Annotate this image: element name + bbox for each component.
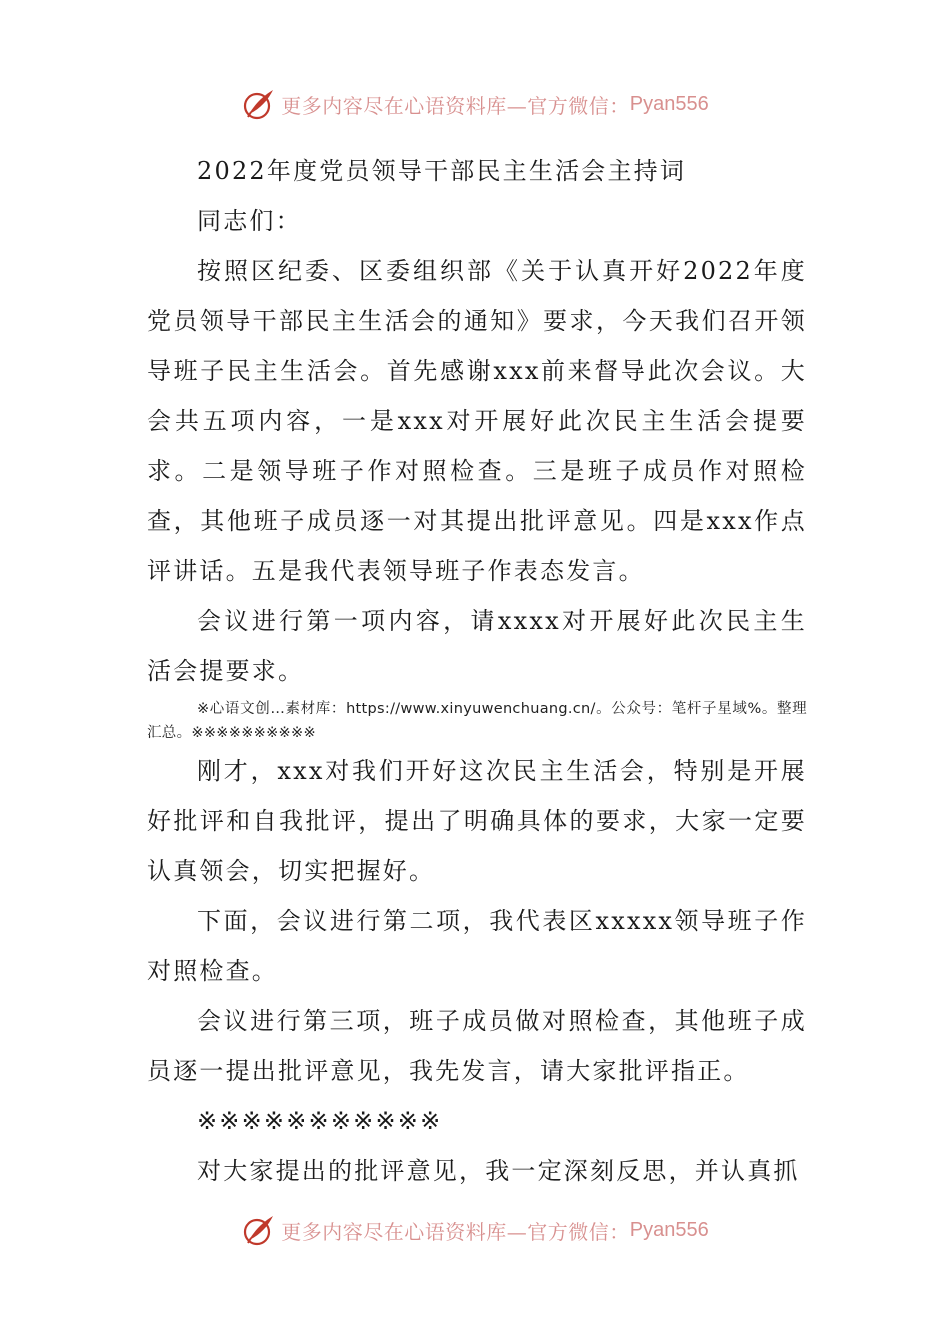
banner-text: 更多内容尽在心语资料库—官方微信： xyxy=(281,93,630,118)
paragraph: 刚才，xxx对我们开好这次民主生活会，特别是开展好批评和自我批评，提出了明确具体的要求，大家一定要认真领会，切实把握好。 xyxy=(147,757,807,885)
greeting: 同志们： xyxy=(197,207,302,235)
header-banner xyxy=(0,84,950,124)
quill-pen-logo-icon xyxy=(241,1212,277,1248)
quill-pen-logo-icon xyxy=(241,86,277,122)
paragraph: 对大家提出的批评意见，我一定深刻反思，并认真抓 xyxy=(197,1157,800,1185)
paragraph: 按照区纪委、区委组织部《关于认真开好2022年度党员领导干部民主生活会的通知》要求，今天我们召开领导班子民主生活会。首先感谢xxx前来督导此次会议。大会共五项内容，一是xxx对开展好此次民主生活会提要求。二是领导班子作对照检查。三是班子成员作对照检查，其他班子成员逐一对其提出批评意见。四是xxx作点评讲话。五是我代表领导班子作表态发言。 xyxy=(147,257,807,585)
document-title: 2022年度党员领导干部民主生活会主持词 xyxy=(197,157,687,185)
paragraph: 会议进行第三项，班子成员做对照检查，其他班子成员逐一提出批评意见，我先发言，请大家批评指正。 xyxy=(147,1007,807,1085)
banner-text: 更多内容尽在心语资料库—官方微信： xyxy=(281,1219,630,1244)
document-body xyxy=(147,146,807,1196)
banner-wechat-id: Pyan556 xyxy=(629,1218,709,1241)
paragraph: 下面，会议进行第二项，我代表区xxxxx领导班子作对照检查。 xyxy=(147,907,807,985)
footer-banner xyxy=(0,1210,950,1250)
paragraph: 会议进行第一项内容，请xxxx对开展好此次民主生活会提要求。 xyxy=(147,607,807,685)
banner-wechat-id: Pyan556 xyxy=(629,92,709,115)
source-note: ※心语文创…素材库：https://www.xinyuwenchuang.cn/。公众号：笔杆子星域%。整理汇总。※※※※※※※※※※ xyxy=(147,701,807,741)
separator-marks: ※※※※※※※※※※※ xyxy=(197,1107,443,1135)
